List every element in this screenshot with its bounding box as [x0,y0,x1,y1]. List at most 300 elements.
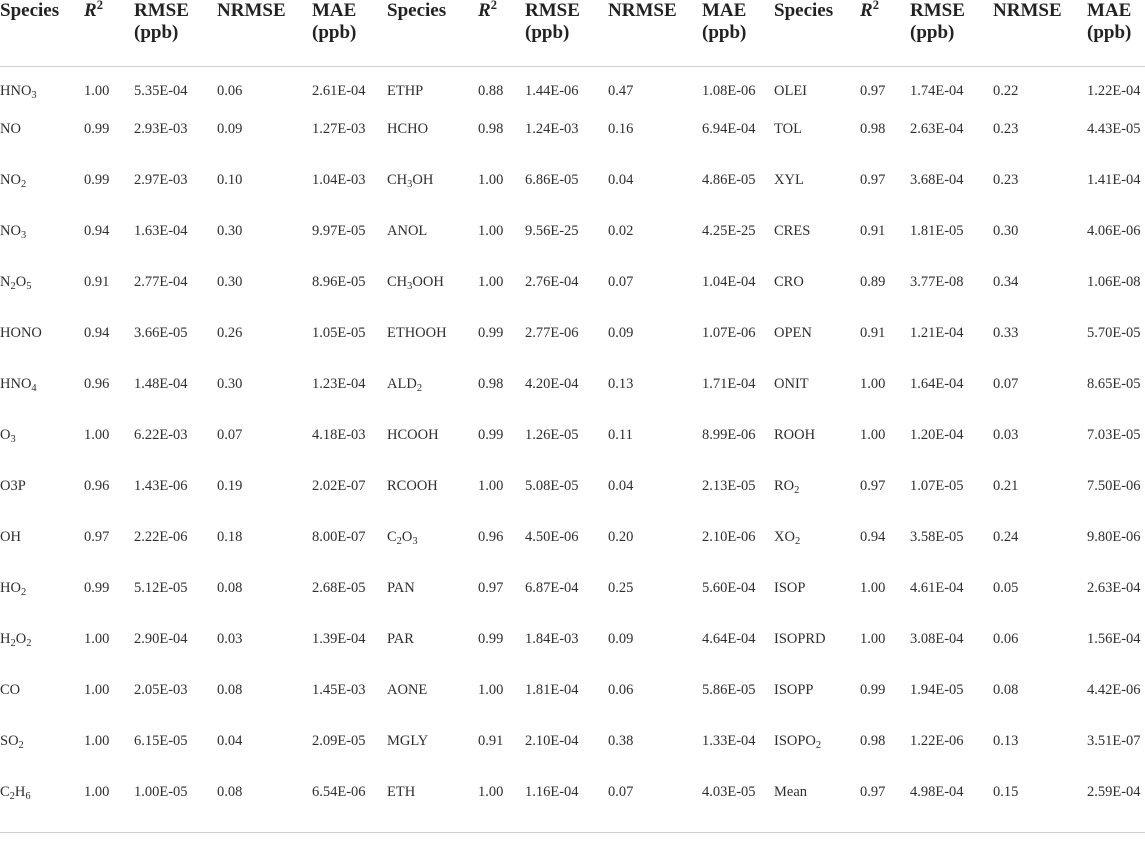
species-text: ETHP [387,83,424,99]
species-text: O [15,274,27,290]
column-header [702,0,774,67]
species-cell [387,475,478,526]
value-cell: 1.00 [860,580,886,596]
table-row [0,424,1145,475]
species-text: N [0,274,11,290]
value-cell: 0.94 [84,325,110,341]
species-text: AONE [387,682,428,698]
value-cell: 0.05 [993,580,1019,596]
species-subscript: 2 [815,739,822,751]
column-header [1087,0,1145,67]
table-row [0,169,1145,220]
column-header [217,0,312,67]
value-cell: 0.25 [608,580,634,596]
value-cell: 0.97 [860,478,886,494]
value-cell: 4.61E-04 [910,580,964,596]
value-cell: 1.00 [84,682,110,698]
value-cell: 2.90E-04 [134,631,188,647]
species-text: C [387,529,397,545]
value-cell: 1.84E-03 [525,631,579,647]
value-cell: 1.00 [84,733,110,749]
value-cell: 0.96 [84,478,110,494]
species-cell [0,322,84,373]
value-cell: 1.00 [478,682,504,698]
species-text: PAR [387,631,414,647]
species-cell [387,781,478,833]
species-text: TOL [774,121,802,137]
header-label: R [84,0,97,21]
species-text: ROOH [774,427,816,443]
species-cell [387,271,478,322]
species-text: CH [387,274,408,290]
value-cell: 1.44E-06 [525,83,579,99]
value-cell: 0.07 [608,274,634,290]
species-text: ISOPP [774,682,814,698]
species-subscript: 2 [416,382,423,394]
species-cell [0,628,84,679]
species-subscript: 2 [20,178,27,190]
value-cell: 0.97 [860,784,886,800]
species-subscript: 3 [407,178,413,190]
species-subscript: 2 [396,535,402,547]
value-cell: 0.98 [860,121,886,137]
species-text: OH [412,172,434,188]
species-cell [774,373,860,424]
value-cell: 0.89 [860,274,886,290]
value-cell: 5.86E-05 [702,682,756,698]
table-row [0,628,1145,679]
value-cell: 1.00 [478,784,504,800]
value-cell: 6.86E-05 [525,172,579,188]
header-label: Species [0,0,60,21]
value-cell: 0.08 [993,682,1019,698]
value-cell: 6.22E-03 [134,427,188,443]
species-text: NO [0,223,21,239]
species-subscript: 4 [31,382,37,394]
species-cell [387,322,478,373]
value-cell: 7.50E-06 [1087,478,1141,494]
value-cell: 2.77E-06 [525,325,579,341]
column-header [525,0,608,67]
species-subscript: 2 [794,484,800,496]
value-cell: 2.68E-05 [312,580,366,596]
header-superscript: 2 [872,0,879,13]
value-cell: 9.56E-25 [525,223,579,239]
value-cell: 1.64E-04 [910,376,964,392]
species-text: NO [0,121,21,137]
species-cell [387,220,478,271]
species-cell [387,526,478,577]
value-cell: 0.15 [993,784,1019,800]
value-cell: 1.39E-04 [312,631,366,647]
value-cell: 0.47 [608,83,634,99]
species-text: ETH [387,784,416,800]
species-cell [0,730,84,781]
species-cell [0,118,84,169]
value-cell: 1.63E-04 [134,223,188,239]
table-body [0,67,1145,833]
species-subscript: 2 [26,637,32,649]
header-label: R [478,0,491,21]
value-cell: 0.91 [860,325,886,341]
header-label: R [860,0,873,21]
species-text: HCOOH [387,427,439,443]
column-header [387,0,478,67]
species-text: HNO [0,376,32,392]
species-cell [774,322,860,373]
value-cell: 0.98 [478,376,504,392]
column-header [478,0,525,67]
species-cell [387,679,478,730]
species-text: H [0,631,11,647]
table-row [0,475,1145,526]
header-superscript: 2 [490,0,497,13]
value-cell: 6.87E-04 [525,580,579,596]
species-text: H [14,784,26,800]
value-cell: 4.86E-05 [702,172,756,188]
species-subscript: 3 [10,433,16,445]
value-cell: 0.02 [608,223,634,239]
species-cell [774,424,860,475]
value-cell: 0.04 [217,733,243,749]
value-cell: 0.06 [217,83,243,99]
value-cell: 1.00 [478,172,504,188]
species-text: OPEN [774,325,812,341]
value-cell: 9.80E-06 [1087,529,1141,545]
value-cell: 0.22 [993,83,1019,99]
value-cell: 0.03 [993,427,1019,443]
header-label: NRMSE [993,0,1062,21]
value-cell: 3.77E-08 [910,274,964,290]
table-row [0,220,1145,271]
table-row [0,118,1145,169]
value-cell: 6.15E-05 [134,733,188,749]
species-subscript: 3 [407,280,413,292]
value-cell: 1.23E-04 [312,376,366,392]
value-cell: 0.20 [608,529,634,545]
value-cell: 0.99 [84,121,110,137]
species-text: RO [774,478,795,494]
table-row [0,271,1145,322]
value-cell: 0.99 [84,172,110,188]
value-cell: 1.07E-06 [702,325,756,341]
species-text: ALD [387,376,417,392]
value-cell: 1.24E-03 [525,121,579,137]
species-subscript: 2 [18,739,24,751]
species-text: MGLY [387,733,429,749]
value-cell: 0.94 [860,529,886,545]
value-cell: 4.50E-06 [525,529,579,545]
value-cell: 2.93E-03 [134,121,188,137]
species-cell [0,271,84,322]
table-row [0,781,1145,833]
species-subscript: 2 [10,280,16,292]
species-cell [387,169,478,220]
value-cell: 0.97 [84,529,110,545]
value-cell: 0.30 [217,223,243,239]
species-cell [774,730,860,781]
species-cell [0,424,84,475]
value-cell: 1.00 [84,83,110,99]
table-row [0,322,1145,373]
value-cell: 2.76E-04 [525,274,579,290]
species-cell [387,628,478,679]
species-text: O [15,631,27,647]
value-cell: 1.00 [478,223,504,239]
value-cell: 0.18 [217,529,243,545]
value-cell: 0.88 [478,83,504,99]
value-cell: 1.81E-05 [910,223,964,239]
species-text: HNO [0,83,32,99]
value-cell: 1.48E-04 [134,376,188,392]
value-cell: 5.35E-04 [134,83,188,99]
species-subscript: 3 [31,89,37,101]
species-text: XYL [774,172,804,188]
species-cell [774,475,860,526]
value-cell: 3.08E-04 [910,631,964,647]
value-cell: 0.99 [860,682,886,698]
value-cell: 4.20E-04 [525,376,579,392]
header-superscript: 2 [96,0,103,13]
species-cell [0,67,84,119]
value-cell: 2.10E-06 [702,529,756,545]
value-cell: 0.13 [608,376,634,392]
species-text: SO [0,733,19,749]
value-cell: 8.00E-07 [312,529,366,545]
column-header [0,0,84,67]
value-cell: 1.21E-04 [910,325,964,341]
value-cell: 1.04E-03 [312,172,366,188]
value-cell: 0.06 [608,682,634,698]
value-cell: 0.08 [217,580,243,596]
value-cell: 2.13E-05 [702,478,756,494]
value-cell: 0.04 [608,172,634,188]
value-cell: 0.24 [993,529,1019,545]
species-cell [387,373,478,424]
value-cell: 0.38 [608,733,634,749]
value-cell: 1.08E-06 [702,83,756,99]
value-cell: 0.16 [608,121,634,137]
species-text: O3P [0,478,26,494]
value-cell: 1.43E-06 [134,478,188,494]
value-cell: 1.00E-05 [134,784,188,800]
value-cell: 0.07 [993,376,1019,392]
column-header [134,0,217,67]
species-text: ISOPRD [774,631,826,647]
table-row [0,577,1145,628]
value-cell: 0.99 [478,427,504,443]
value-cell: 2.22E-06 [134,529,188,545]
value-cell: 0.03 [217,631,243,647]
species-cell [0,781,84,833]
header-row [0,0,1145,67]
species-subscript: 6 [25,790,31,802]
header-label: MAE (ppb) [1087,0,1132,43]
value-cell: 4.25E-25 [702,223,756,239]
value-cell: 1.00 [478,478,504,494]
species-cell [0,577,84,628]
species-cell [774,526,860,577]
species-text: CRES [774,223,811,239]
value-cell: 2.63E-04 [1087,580,1141,596]
species-text: OOH [412,274,444,290]
table-row [0,679,1145,730]
value-cell: 0.97 [478,580,504,596]
value-cell: 4.43E-05 [1087,121,1141,137]
value-cell: 1.05E-05 [312,325,366,341]
species-cell [774,67,860,119]
value-cell: 0.19 [217,478,243,494]
value-cell: 1.00 [860,631,886,647]
species-subscript: 5 [26,280,32,292]
value-cell: 0.91 [860,223,886,239]
value-cell: 1.16E-04 [525,784,579,800]
value-cell: 1.22E-04 [1087,83,1141,99]
species-cell [774,577,860,628]
value-cell: 0.07 [608,784,634,800]
species-cell [0,169,84,220]
value-cell: 3.66E-05 [134,325,188,341]
value-cell: 5.70E-05 [1087,325,1141,341]
value-cell: 3.58E-05 [910,529,964,545]
value-cell: 6.54E-06 [312,784,366,800]
value-cell: 1.07E-05 [910,478,964,494]
value-cell: 1.00 [84,631,110,647]
value-cell: 1.04E-04 [702,274,756,290]
value-cell: 1.94E-05 [910,682,964,698]
header-label: Species [774,0,834,21]
value-cell: 0.08 [217,682,243,698]
value-cell: 4.42E-06 [1087,682,1141,698]
value-cell: 2.59E-04 [1087,784,1141,800]
value-cell: 2.97E-03 [134,172,188,188]
value-cell: 0.10 [217,172,243,188]
species-cell [774,628,860,679]
table-row [0,373,1145,424]
species-text: HCHO [387,121,429,137]
species-text: CH [387,172,408,188]
species-text: O [401,529,413,545]
value-cell: 2.77E-04 [134,274,188,290]
value-cell: 1.26E-05 [525,427,579,443]
header-label: RMSE (ppb) [525,0,580,43]
species-text: HONO [0,325,42,341]
value-cell: 1.22E-06 [910,733,964,749]
species-subscript: 2 [794,535,801,547]
species-text: ETHOOH [387,325,447,341]
value-cell: 0.96 [478,529,504,545]
value-cell: 4.98E-04 [910,784,964,800]
value-cell: 0.30 [217,376,243,392]
value-cell: 1.00 [860,376,886,392]
species-cell [774,169,860,220]
species-text: ISOP [774,580,806,596]
header-label: MAE (ppb) [312,0,357,43]
species-subscript: 2 [9,790,15,802]
value-cell: 1.27E-03 [312,121,366,137]
value-cell: 5.12E-05 [134,580,188,596]
species-text: OLEI [774,83,808,99]
value-cell: 0.99 [478,325,504,341]
value-cell: 1.33E-04 [702,733,756,749]
value-cell: 0.98 [478,121,504,137]
value-cell: 0.94 [84,223,110,239]
value-cell: 2.05E-03 [134,682,188,698]
header-label: NRMSE [217,0,286,21]
value-cell: 4.18E-03 [312,427,366,443]
value-cell: 0.11 [608,427,633,443]
column-header [608,0,702,67]
value-cell: 3.68E-04 [910,172,964,188]
value-cell: 0.99 [478,631,504,647]
value-cell: 1.20E-04 [910,427,964,443]
species-cell [774,220,860,271]
value-cell: 0.96 [84,376,110,392]
value-cell: 1.45E-03 [312,682,366,698]
value-cell: 0.04 [608,478,634,494]
value-cell: 0.08 [217,784,243,800]
species-subscript: 2 [10,637,16,649]
value-cell: 4.64E-04 [702,631,756,647]
species-cell [0,526,84,577]
value-cell: 0.09 [608,631,634,647]
value-cell: 6.94E-04 [702,121,756,137]
value-cell: 0.09 [608,325,634,341]
value-cell: 0.23 [993,121,1019,137]
value-cell: 0.06 [993,631,1019,647]
value-cell: 0.34 [993,274,1019,290]
species-text: NO [0,172,21,188]
species-cell [0,475,84,526]
column-header [84,0,134,67]
value-cell: 9.97E-05 [312,223,366,239]
value-cell: 1.81E-04 [525,682,579,698]
value-cell: 1.06E-08 [1087,274,1141,290]
species-text: C [0,784,10,800]
species-cell [387,118,478,169]
value-cell: 0.91 [478,733,504,749]
species-cell [0,679,84,730]
species-text: CO [0,682,21,698]
species-subscript: 3 [412,535,418,547]
value-cell: 1.00 [860,427,886,443]
value-cell: 2.10E-04 [525,733,579,749]
value-cell: 0.26 [217,325,243,341]
value-cell: 0.99 [84,580,110,596]
value-cell: 2.61E-04 [312,83,366,99]
species-text: OH [0,529,21,545]
value-cell: 0.97 [860,172,886,188]
species-text: CRO [774,274,804,290]
header-label: Species [387,0,447,21]
species-cell [774,679,860,730]
species-text: ONIT [774,376,809,392]
value-cell: 1.00 [84,427,110,443]
species-text: ANOL [387,223,428,239]
table-row [0,730,1145,781]
value-cell: 0.91 [84,274,110,290]
value-cell: 0.97 [860,83,886,99]
species-text: HO [0,580,21,596]
column-header [774,0,860,67]
species-cell [387,67,478,119]
value-cell: 0.98 [860,733,886,749]
value-cell: 0.30 [217,274,243,290]
species-cell [0,220,84,271]
value-cell: 5.60E-04 [702,580,756,596]
value-cell: 1.71E-04 [702,376,756,392]
column-header [993,0,1087,67]
